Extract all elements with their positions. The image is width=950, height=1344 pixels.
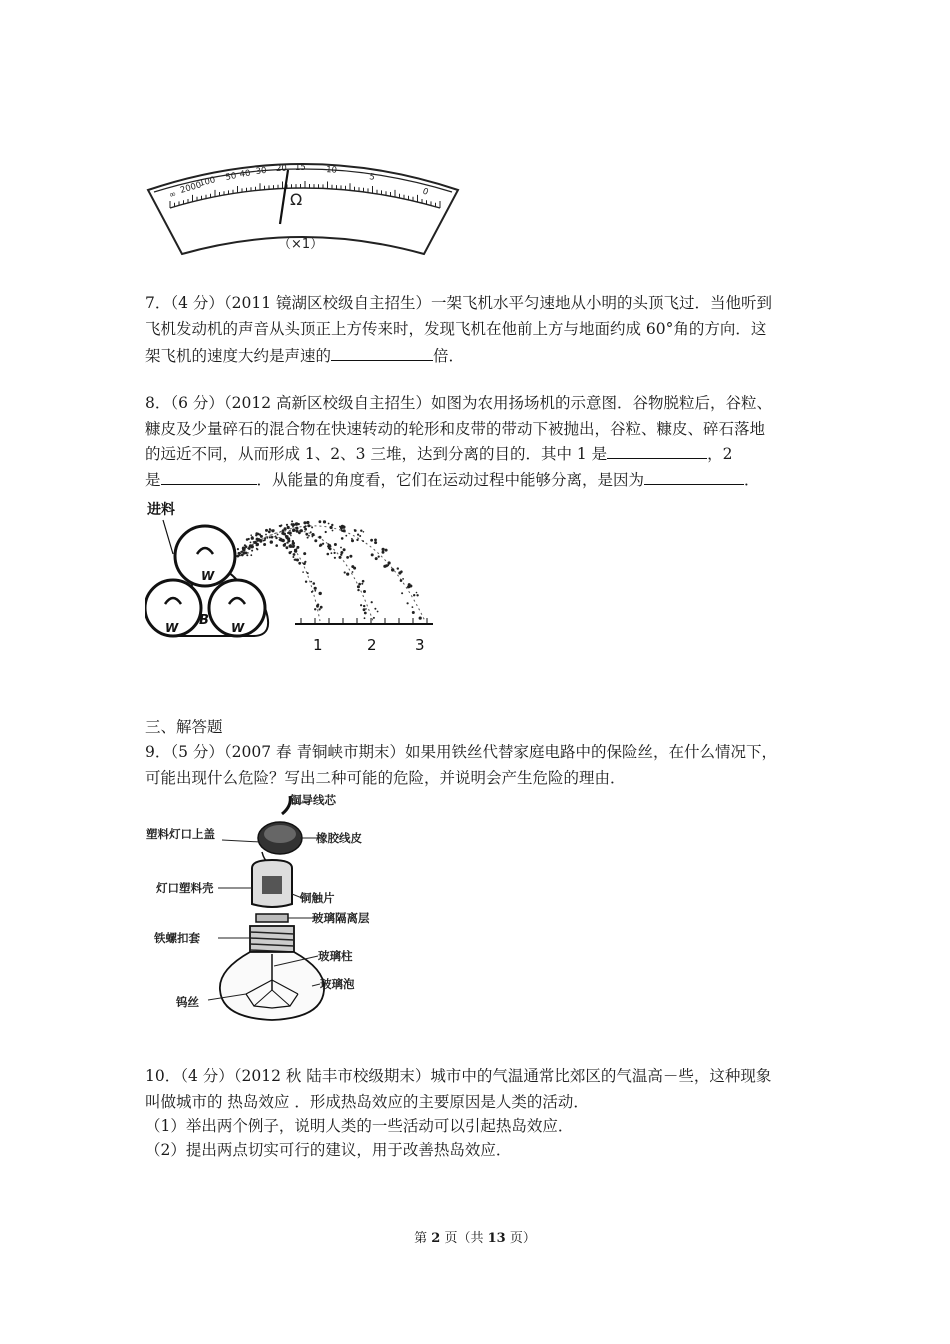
grain-dot [412, 606, 414, 608]
grain-dot [363, 605, 365, 607]
grain-dot [288, 531, 290, 533]
scale-label: 50 [224, 171, 238, 183]
q10-line-2: 叫做城市的 热岛效应 ．形成热岛效应的主要原因是人类的活动． [145, 1093, 589, 1111]
q7-line-3-end: 倍． [433, 347, 465, 365]
footer-suffix: 页） [505, 1231, 536, 1246]
grain-dot [370, 539, 373, 542]
grain-dot [314, 539, 317, 542]
grain-dot [340, 551, 343, 554]
grain-dot [339, 556, 342, 559]
grain-dot [364, 617, 366, 619]
grain-dot [292, 540, 294, 542]
grain-dot [269, 528, 271, 530]
wheel-label: W [201, 569, 215, 583]
grain-dot [313, 582, 316, 585]
grain-dot [305, 581, 307, 583]
grain-dot [407, 602, 409, 604]
grain-dot [341, 530, 343, 532]
grain-dot [257, 533, 260, 536]
grain-dot [294, 559, 296, 561]
grain-dot [292, 556, 294, 558]
answer-blank-q8-1[interactable] [607, 440, 707, 459]
multiplier-label: （×1） [278, 237, 324, 252]
grain-dot [268, 530, 271, 533]
scale-label: 2000 [179, 180, 203, 196]
q8-line-3-text: 的远近不同，从而形成 1、2、3 三堆，达到分离的目的．其中 1 是 [145, 445, 608, 463]
grain-dot [303, 552, 306, 555]
grain-dot [382, 548, 385, 551]
grain-dot [295, 522, 298, 525]
meter-pointer [280, 170, 288, 224]
grain-dot [357, 585, 360, 588]
grain-dot [279, 525, 281, 527]
grain-dot [371, 553, 374, 556]
section-heading: 三、解答题 [145, 718, 223, 736]
scale-label: 15 [295, 163, 306, 173]
grain-dot [294, 549, 297, 552]
grain-dot [374, 541, 377, 544]
grain-dot [343, 548, 346, 551]
grain-dot [323, 520, 326, 523]
grain-dot [241, 554, 244, 557]
grain-dot [401, 592, 403, 594]
grain-dot [293, 545, 295, 547]
grain-dot [330, 526, 333, 529]
grain-dot [365, 608, 367, 610]
page-footer [0, 1229, 950, 1249]
q10-item-1: （1）举出两个例子，说明人类的一些活动可以引起热岛效应． [145, 1117, 574, 1135]
grain-dot [359, 535, 361, 537]
grain-dot [245, 552, 248, 555]
grain-dot [286, 546, 289, 549]
label-glass-pillar: 玻璃柱 [318, 949, 353, 963]
grain-dot [328, 543, 330, 545]
grain-dot [314, 608, 316, 610]
q7-line-2: 飞机发动机的声音从头顶正上方传来时，发现飞机在他前上方与地面约成 60°角的方向．这 [145, 320, 767, 338]
grain-dot [341, 537, 344, 540]
q10-line-1: 10．（4 分）（2012 秋 陆丰市校级期末）城市中的气温通常比郊区的气温高－些，这种现象 [145, 1067, 772, 1085]
grain-dot [334, 557, 336, 559]
grain-dot [419, 617, 422, 620]
grain-dot [327, 545, 329, 547]
grain-dot [373, 617, 375, 619]
grain-dot [303, 521, 306, 524]
grain-dot [283, 533, 286, 536]
q8-line-4-start: 是 [145, 471, 161, 489]
grain-dot [267, 537, 269, 539]
q7-line-3 [145, 342, 464, 369]
grain-dot [250, 534, 252, 536]
grain-dot [360, 530, 362, 532]
grain-dot [352, 571, 354, 573]
grain-dot [302, 571, 304, 573]
grain-dot [310, 531, 312, 533]
grain-dot [327, 553, 330, 556]
q8-line-1: 8．（6 分）（2012 高新区校级自主招生）如图为农用扬场机的示意图．谷物脱粒后，谷粒、 [145, 394, 773, 412]
grain-dot [308, 535, 310, 537]
grain-dot [262, 540, 264, 542]
q10-item-2: （2）提出两点切实可行的建议，用于改善热岛效应． [145, 1141, 512, 1159]
pile-label: 1 [313, 636, 323, 654]
q7-line-1: 7．（4 分）（2011 镜湖区校级自主招生）一架飞机水平匀速地从小明的头顶飞过．当他听到 [145, 294, 773, 312]
scale-label: 100 [198, 175, 217, 189]
grain-dot [322, 543, 324, 545]
grain-dot [247, 552, 249, 554]
grain-dot [353, 567, 356, 570]
grain-dot [283, 544, 286, 547]
grain-dot [250, 554, 252, 556]
grain-dot [256, 545, 258, 547]
grain-dot [265, 534, 267, 536]
grain-dot [360, 604, 362, 606]
grain-dot [254, 541, 257, 544]
grain-dot [290, 535, 292, 537]
ohm-symbol: Ω [290, 190, 303, 209]
grain-dot [349, 555, 352, 558]
grain-dot [314, 590, 316, 592]
grain-dot [242, 547, 245, 550]
grain-dot [293, 524, 295, 526]
grain-dot [320, 606, 323, 609]
grain-dot [359, 583, 361, 585]
grain-dot [298, 562, 301, 565]
grain-dot [416, 592, 418, 594]
grain-dot [319, 536, 322, 539]
label-glass-bulb: 玻璃泡 [320, 977, 355, 991]
answer-blank-q8-2[interactable] [161, 466, 257, 485]
grain-dot [413, 594, 415, 596]
footer-page-number: 2 [431, 1231, 441, 1246]
scale-label: 30 [255, 165, 268, 177]
grain-dot [334, 543, 337, 546]
grain-dot [391, 568, 394, 571]
ohmmeter-dial [140, 150, 465, 260]
grain-dot [288, 538, 290, 540]
label-iron-screw: 铁螺扣套 [154, 931, 200, 945]
scale-label: 40 [239, 168, 252, 180]
grain-dot [343, 526, 346, 529]
grain-dot [286, 524, 288, 526]
grain-dot [304, 528, 307, 531]
label-plastic-cover: 塑料灯口上盖 [146, 827, 215, 841]
q8-line-4 [145, 466, 760, 493]
grain-dot [250, 542, 252, 544]
grain-dot [382, 551, 385, 554]
grain-dot [282, 539, 285, 542]
grain-dot [361, 583, 363, 585]
grain-dot [280, 524, 282, 526]
grain-dot [307, 537, 309, 539]
grain-dot [251, 537, 254, 540]
grain-dot [305, 533, 308, 536]
grain-dot [251, 550, 253, 552]
grain-dot [340, 547, 342, 549]
grain-dot [319, 608, 321, 610]
grain-dot [300, 529, 303, 532]
grain-dot [363, 590, 366, 593]
scale-label: 20 [276, 164, 287, 174]
grain-dot [397, 567, 399, 569]
grain-dot [346, 556, 349, 559]
feed-label: 进料 [147, 502, 175, 518]
grain-dot [412, 611, 415, 614]
grain-dot [356, 539, 358, 541]
grain-dot [286, 542, 288, 544]
grain-dot [287, 526, 290, 529]
grain-dot [345, 535, 347, 537]
label-rubber-sheath: 橡胶线皮 [316, 831, 362, 845]
grain-dot [362, 540, 364, 542]
grain-dot [331, 552, 333, 554]
grain-dot [246, 538, 249, 541]
grain-dot [307, 572, 309, 574]
grain-dot [354, 529, 356, 531]
grain-dot [269, 537, 271, 539]
grain-dot [245, 545, 248, 548]
grain-dot [282, 529, 285, 532]
grain-dot [275, 537, 277, 539]
q8-line-3 [145, 440, 733, 467]
grain-dot [319, 545, 321, 547]
winnowing-machine-figure [145, 496, 435, 656]
grain-dot [296, 559, 299, 562]
grain-dot [305, 525, 307, 527]
grain-dot [329, 548, 332, 551]
footer-total-pages: 13 [487, 1231, 506, 1246]
grain-dot [364, 612, 367, 615]
answer-blank-q7[interactable] [331, 342, 433, 361]
grain-dot [285, 535, 288, 538]
grain-dot [246, 554, 248, 556]
grain-dot [273, 529, 275, 531]
grain-dot [256, 539, 258, 541]
grain-dot [311, 581, 313, 583]
winnowing-diagram [145, 496, 435, 656]
grain-dot [346, 573, 349, 576]
grain-dot [277, 534, 279, 536]
scale-label: ∞ [167, 189, 178, 201]
q8-line-4-end: ． [744, 471, 760, 489]
q8-line-4-text: ．从能量的角度看，它们在运动过程中能够分离，是因为 [256, 471, 645, 489]
grain-dot [303, 562, 306, 565]
grain-dot [292, 528, 295, 531]
grain-dot [325, 531, 327, 533]
grain-dot [275, 544, 278, 547]
label-plastic-shell: 灯口塑料壳 [156, 881, 214, 895]
grain-dot [416, 594, 418, 596]
grain-dot [344, 571, 346, 573]
grain-dot [263, 543, 266, 546]
grain-dot [409, 586, 411, 588]
q9-line-2: 可能出现什么危险？写出二种可能的危险，并说明会产生危险的理由． [145, 769, 626, 787]
grain-dot [237, 548, 239, 550]
grain-dot [279, 539, 281, 541]
grain-dot [398, 571, 401, 574]
grain-dot [332, 530, 334, 532]
grain-dot [306, 521, 309, 524]
label-glass-layer: 玻璃隔离层 [312, 911, 370, 925]
grain-dot [290, 546, 292, 548]
grain-dot [295, 527, 298, 530]
grain-dot [293, 553, 296, 556]
grain-dot [377, 611, 379, 613]
grain-dot [275, 535, 277, 537]
grain-dot [331, 524, 333, 526]
grain-dot [316, 605, 319, 608]
wheel-label: W [231, 621, 245, 635]
grain-dot [289, 551, 292, 554]
grain-dot [357, 534, 359, 536]
label-copper-core: 铜导线芯 [290, 793, 336, 807]
grain-dot [363, 531, 365, 533]
q7-line-3-text: 架飞机的速度大约是声速的 [145, 347, 332, 365]
wheel-label: W [165, 621, 179, 635]
label-copper-contact: 铜触片 [300, 891, 335, 905]
scale-label: 0 [420, 186, 430, 198]
grain-dot [319, 520, 322, 523]
grain-dot [307, 524, 310, 527]
grain-dot [319, 592, 322, 595]
answer-blank-q8-3[interactable] [644, 466, 744, 485]
grain-dot [271, 536, 274, 539]
grain-dot [371, 601, 373, 603]
grain-dot [265, 529, 268, 532]
grain-dot [351, 539, 354, 542]
pile-label: 2 [367, 636, 377, 654]
grain-dot [388, 561, 391, 564]
grain-dot [314, 587, 317, 590]
belt-label: B [199, 613, 209, 628]
grain-dot [328, 523, 330, 525]
grain-dot [351, 538, 353, 540]
grain-dot [402, 578, 404, 580]
grain-dot [400, 579, 403, 582]
grain-dot [270, 540, 273, 543]
grain-dot [378, 556, 380, 558]
grain-dot [264, 538, 266, 540]
grain-dot [362, 580, 365, 583]
grain-dot [375, 557, 378, 560]
grain-dot [374, 608, 376, 610]
grain-dot [363, 608, 366, 611]
grain-dot [374, 539, 377, 542]
grain-dot [340, 526, 343, 529]
label-tungsten: 钨丝 [176, 995, 199, 1009]
bulb-socket-figure [142, 790, 382, 1022]
grain-dot [251, 546, 253, 548]
grain-dot [311, 591, 313, 593]
grain-dot [241, 551, 243, 553]
grain-dot [238, 552, 241, 555]
ohmmeter-figure [140, 150, 465, 260]
grain-dot [385, 549, 388, 552]
pile-label: 3 [415, 636, 425, 654]
grain-dot [311, 526, 313, 528]
grain-dot [291, 520, 293, 522]
grain-dot [248, 547, 251, 550]
q9-line-1: 9．（5 分）（2007 春 青铜峡市期末）如果用铁丝代替家庭电路中的保险丝，在什么情况下， [145, 743, 777, 761]
scale-label: 10 [325, 165, 338, 176]
footer-prefix: 第 [414, 1231, 432, 1246]
scale-label: 5 [368, 172, 376, 183]
q8-line-2: 糠皮及少量碎石的混合物在快速转动的轮形和皮带的带动下被抛出，谷粒、糠皮、碎石落地 [145, 420, 766, 438]
footer-middle: 页（共 [440, 1231, 488, 1246]
grain-dot [334, 552, 336, 554]
grain-dot [357, 589, 359, 591]
q8-line-3-end: ，2 [707, 445, 733, 463]
grain-dot [311, 533, 314, 536]
grain-dot [256, 548, 258, 550]
